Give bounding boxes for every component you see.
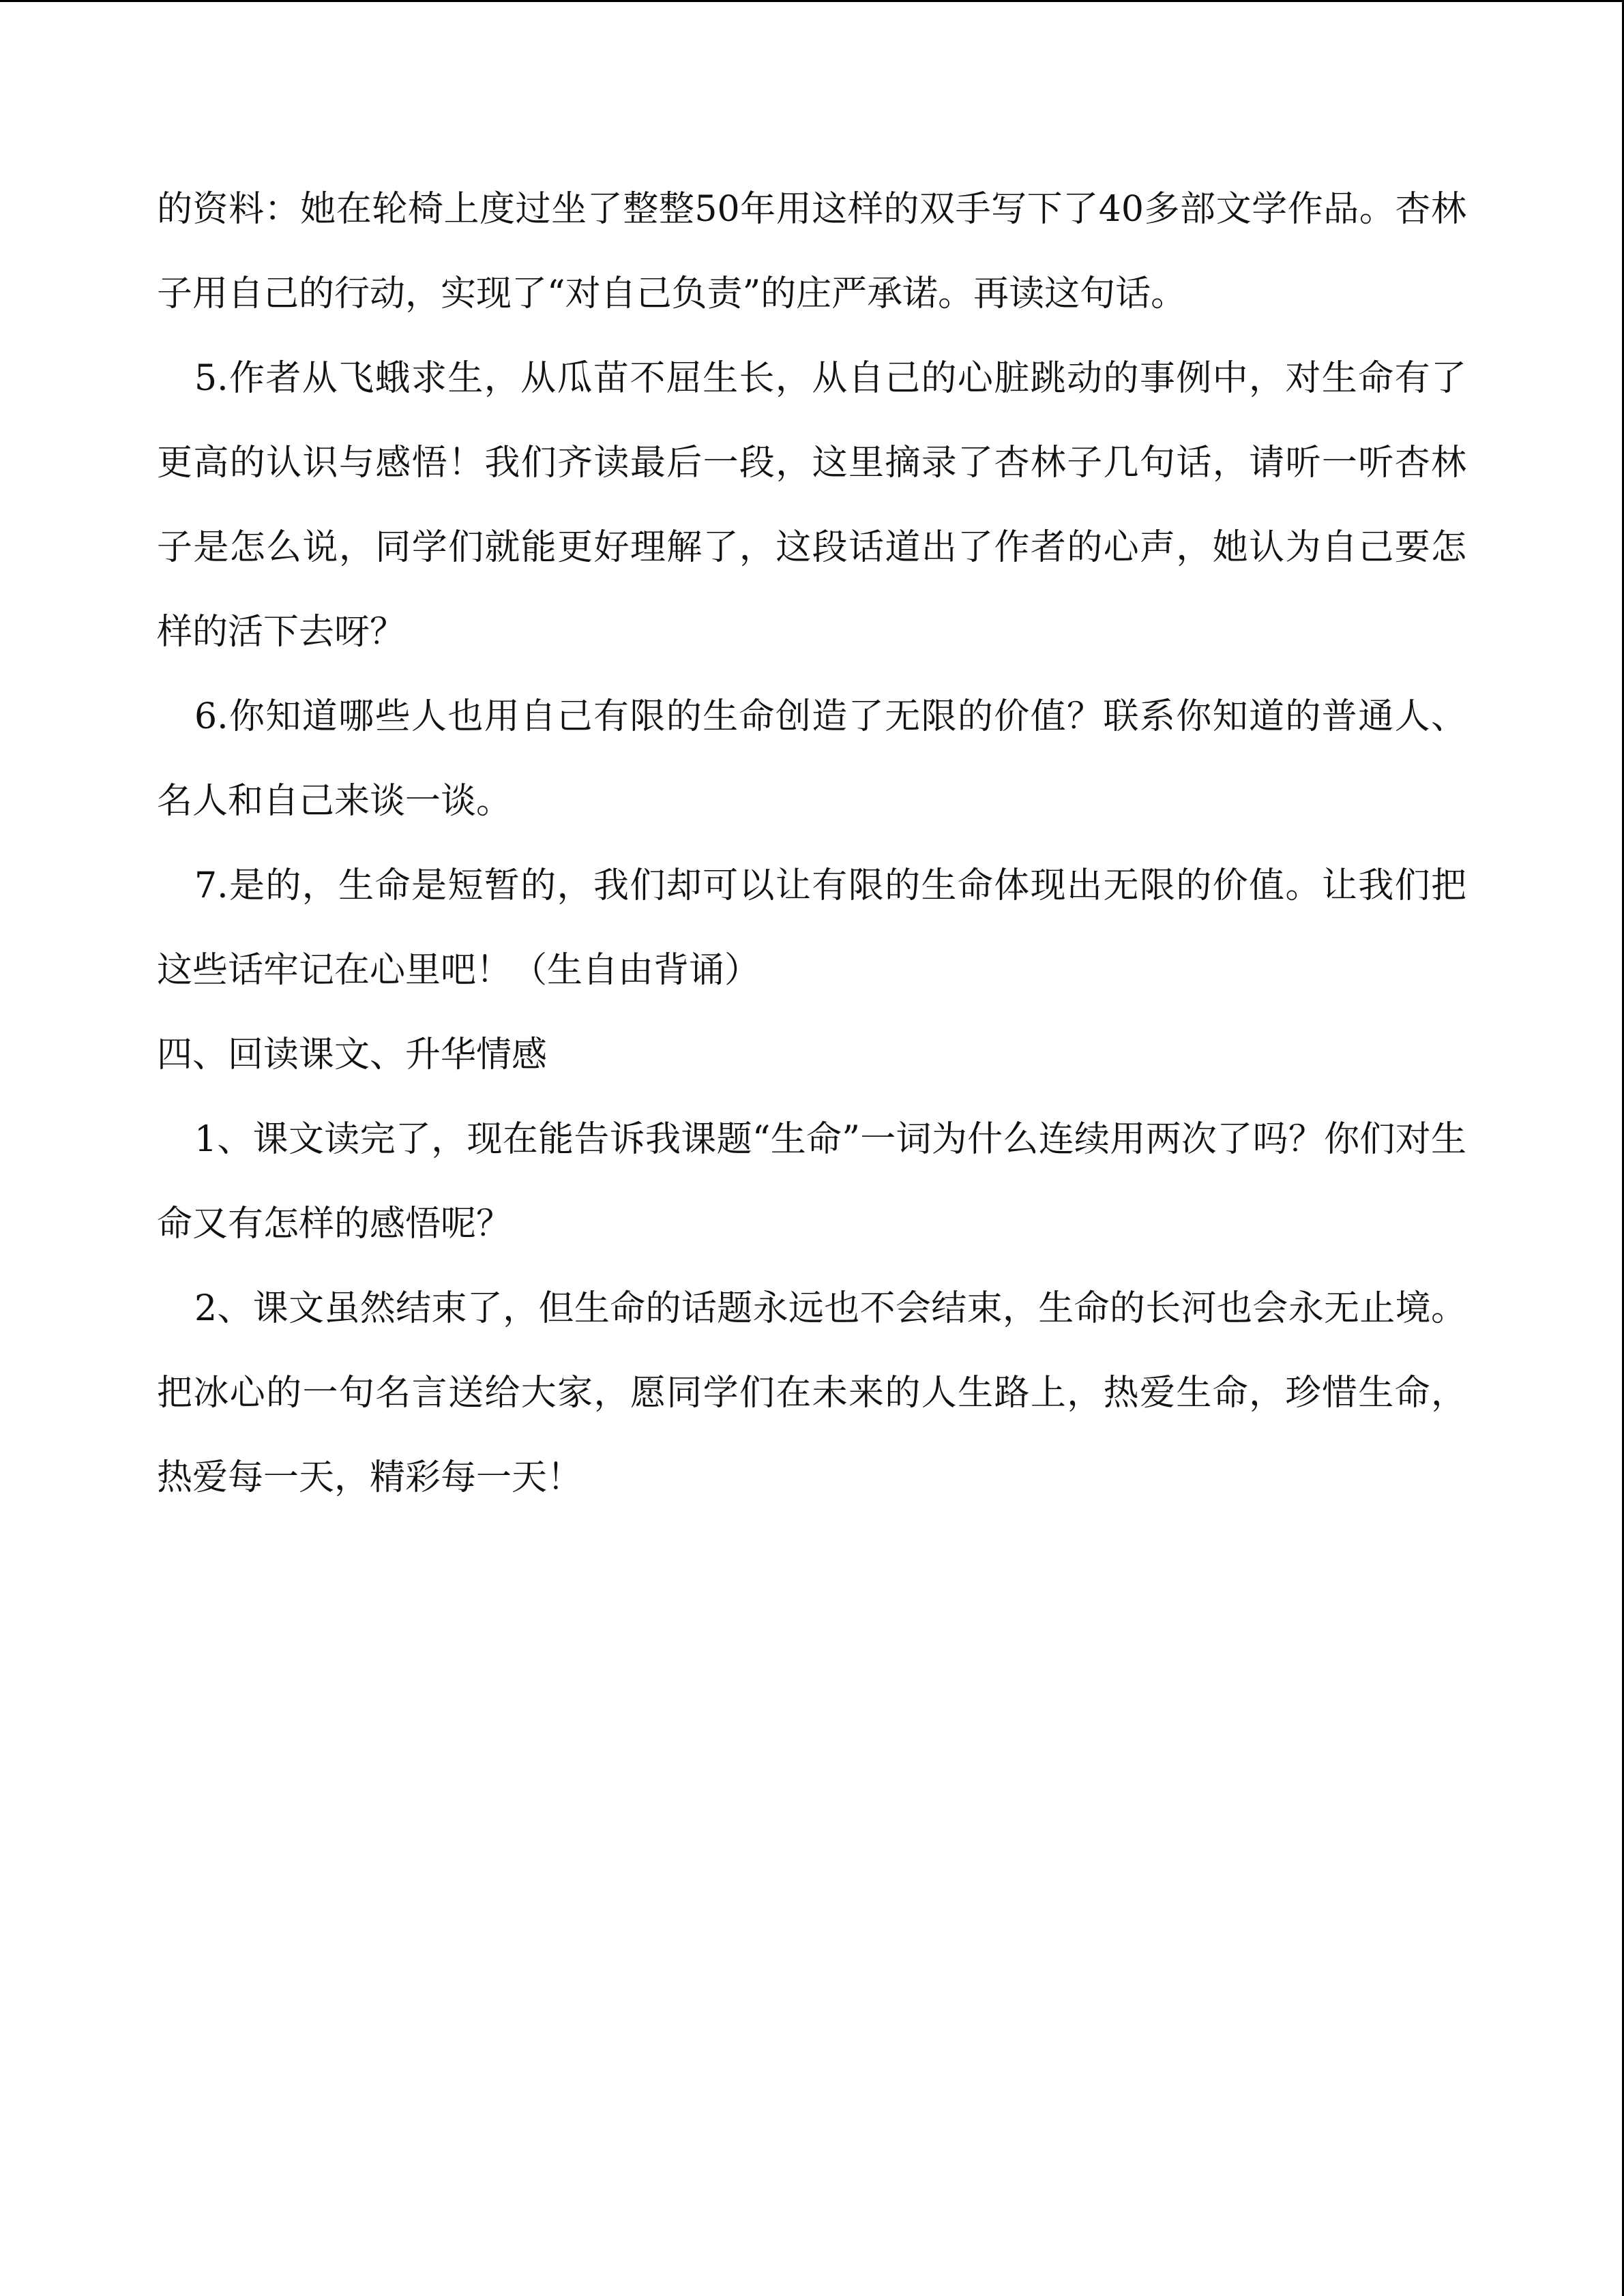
section-heading: 四、回读课文、升华情感 [157,1034,548,1075]
paragraph-item-6: 6.你知道哪些人也用自己有限的生命创造了无限的价值？联系你知道的普通人、名人和自己来谈一谈。 [157,696,1466,822]
paragraph-item-7: 7.是的，生命是短暂的，我们却可以让有限的生命体现出无限的价值。让我们把这些话牢记在心里吧！（生自由背诵） [157,865,1466,991]
paragraph-item-2: 2、课文虽然结束了，但生命的话题永远也不会结束，生命的长河也会永无止境。把冰心的一句名言送给大家，愿同学们在未来的人生路上，热爱生命，珍惜生命，热爱每一天，精彩每一天！ [157,1288,1466,1498]
paragraph-continuation: 的资料：她在轮椅上度过坐了整整50年用这样的双手写下了40多部文学作品。杏林子用自己的行动，实现了“对自己负责”的庄严承诺。再读这句话。 [157,189,1466,314]
paragraph-item-1: 1、课文读完了，现在能告诉我课题“生命”一词为什么连续用两次了吗？你们对生命又有怎样的感悟呢？ [157,1119,1466,1244]
paragraph-item-5: 5.作者从飞蛾求生，从瓜苗不屈生长，从自己的心脏跳动的事例中，对生命有了更高的认识与感悟！我们齐读最后一段，这里摘录了杏林子几句话，请听一听杏林子是怎么说，同学们就能更好理解了，这段话道出了作者的心声，她认为自己要怎样的活下去呀？ [157,358,1466,653]
document-body [157,167,1466,1520]
